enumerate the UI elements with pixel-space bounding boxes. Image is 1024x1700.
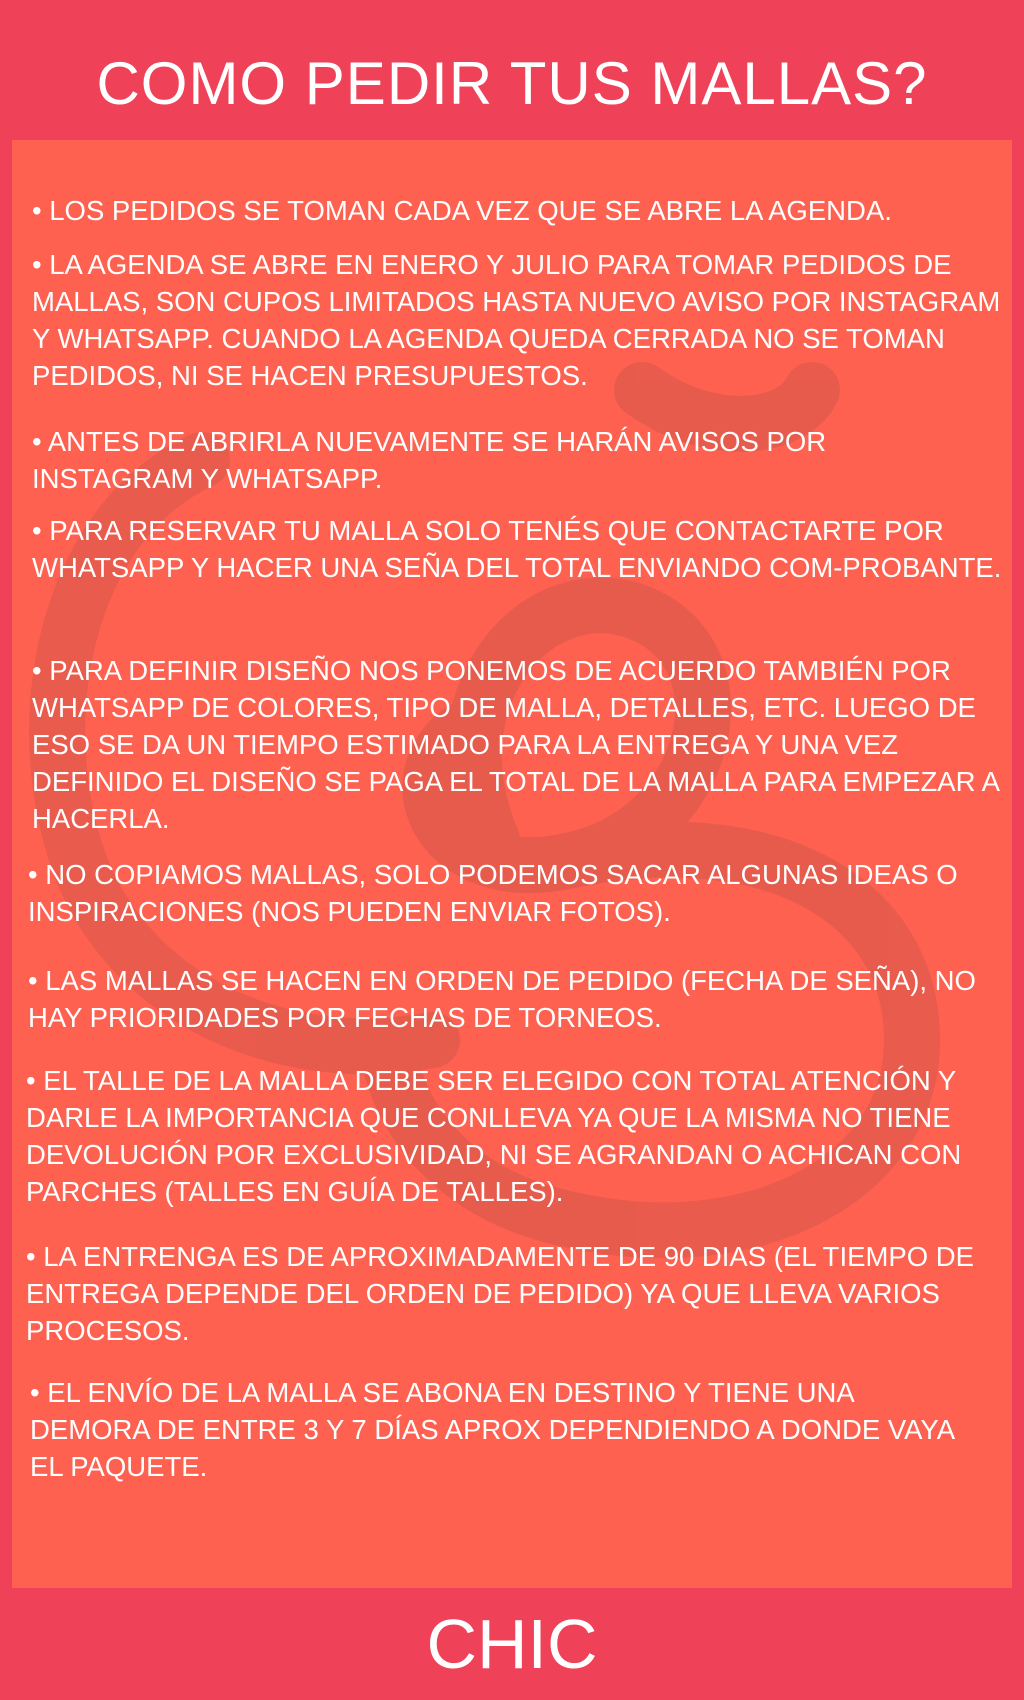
brand-footer: CHIC: [426, 1605, 598, 1683]
rule-item: • LOS PEDIDOS SE TOMAN CADA VEZ QUE SE ABRE LA AGENDA.: [32, 195, 892, 226]
rule-item: • ANTES DE ABRIRLA NUEVAMENTE SE HARÁN AVISOS POR INSTAGRAM Y WHATSAPP.: [32, 426, 827, 494]
rule-item: • EL TALLE DE LA MALLA DEBE SER ELEGIDO CON TOTAL ATENCIÓN Y DARLE LA IMPORTANCIA QUE CONLLEVA YA QUE LA MISMA NO TIENE DEVOLUCIÓN POR EXCLUSIVIDAD, NI SE AGRANDAN O ACHICAN CON PARCHES (TALLES EN GUÍA DE TALLES).: [26, 1065, 962, 1207]
rule-item: • EL ENVÍO DE LA MALLA SE ABONA EN DESTINO Y TIENE UNA DEMORA DE ENTRE 3 Y 7 DÍAS APROX DEPENDIENDO A DONDE VAYA EL PAQUETE.: [30, 1377, 954, 1482]
rule-item: • LA ENTRENGA ES DE APROXIMADAMENTE DE 90 DIAS (EL TIEMPO DE ENTREGA DEPENDE DEL ORDEN DE PEDIDO) YA QUE LLEVA VARIOS PROCESOS.: [26, 1241, 974, 1346]
rule-item: • LA AGENDA SE ABRE EN ENERO Y JULIO PARA TOMAR PEDIDOS DE MALLAS, SON CUPOS LIMITADOS HASTA NUEVO AVISO POR INSTAGRAM Y WHATSAPP. CUANDO LA AGENDA QUEDA CERRADA NO SE TOMAN PEDIDOS, NI SE HACEN PRESUPUESTOS.: [32, 249, 1001, 391]
rule-item: • NO COPIAMOS MALLAS, SOLO PODEMOS SACAR ALGUNAS IDEAS O INSPIRACIONES (NOS PUEDEN ENVIAR FOTOS).: [28, 859, 958, 927]
rules-panel: [12, 140, 1012, 1588]
page-title: COMO PEDIR TUS MALLAS?: [96, 50, 928, 117]
rule-item: • LAS MALLAS SE HACEN EN ORDEN DE PEDIDO (FECHA DE SEÑA), NO HAY PRIORIDADES POR FECHAS DE TORNEOS.: [28, 965, 976, 1033]
rule-item: • PARA RESERVAR TU MALLA SOLO TENÉS QUE CONTACTARTE POR WHATSAPP Y HACER UNA SEÑA DEL TOTAL ENVIANDO COM-PROBANTE.: [32, 515, 1002, 583]
rule-item: • PARA DEFINIR DISEÑO NOS PONEMOS DE ACUERDO TAMBIÉN POR WHATSAPP DE COLORES, TIPO DE MALLA, DETALLES, ETC. LUEGO DE ESO SE DA UN TIEMPO ESTIMADO PARA LA ENTREGA Y UNA VEZ DEFINIDO EL DISEÑO SE PAGA EL TOTAL DE LA MALLA PARA EMPEZAR A HACERLA.: [32, 655, 999, 834]
